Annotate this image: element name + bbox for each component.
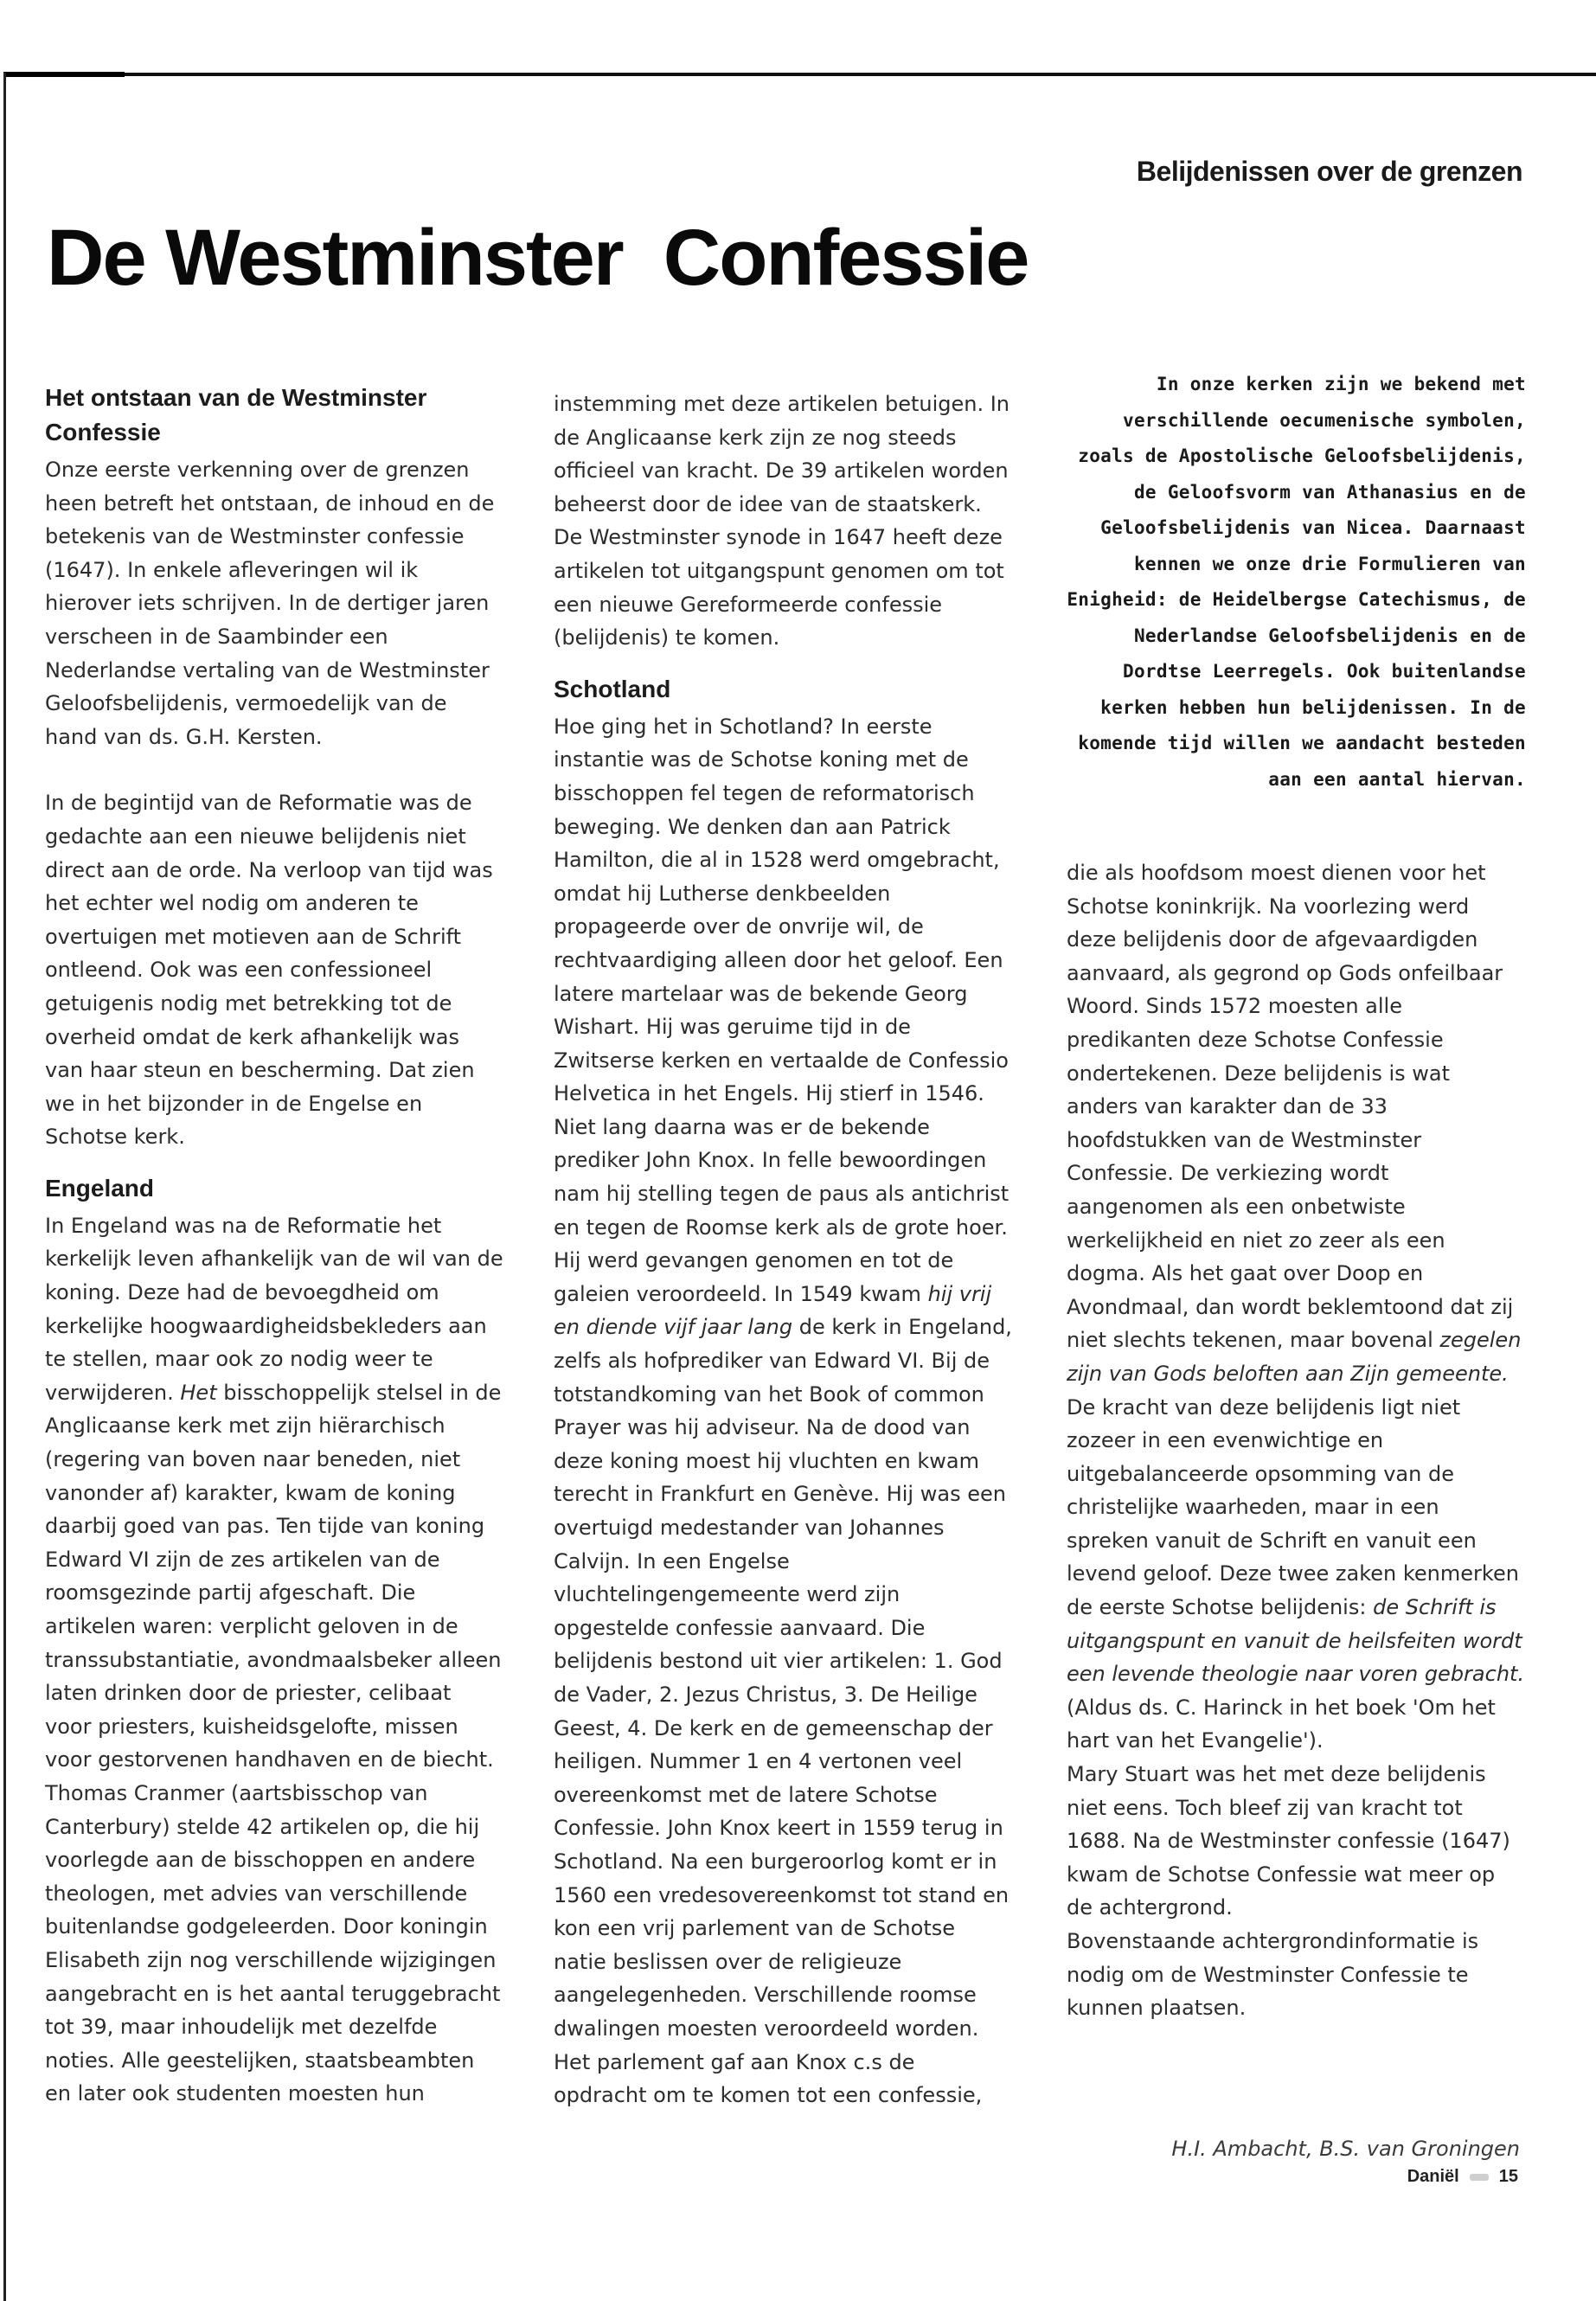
continued-text: die als hoofdsom moest dienen voor het Schotse koninkrijk. Na voorlezing werd deze belijdenis door de afgevaardigden aanvaard, als gegrond op Gods onfeilbaar Woord. Sinds 1572 moesten alle predikanten deze Schotse Confessie ondertekenen. Deze belijdenis is wat anders van karakter dan de 33 hoofdstukken van de Westminster Confessie. De verkiezing wordt aangenomen als een onbetwiste werkelijkheid en niet zo zeer als een dogma. Als het gaat over Doop en Avondmaal, dan wordt beklemtoond dat zij niet slechts tekenen, maar bovenal bbox=[1067, 861, 1514, 1353]
paragraph-scotland-1: Hoe ging het in Schotland? In eerste instantie was de Schotse koning met de bisschoppen fel tegen de reformatorisch beweging. We denken dan aan Patrick Hamilton, die al in 1528 werd omgebracht, omdat hij Lutherse denkbeelden propageerde over de onvrije wil, de rechtvaardiging alleen door het geloof. Een latere martelaar was de bekende Georg Wishart. Hij was geruime tijd in de Zwitserse kerken en vertaalde de Confessio Helvetica in het Engels. Hij stierf in 1546. bbox=[554, 714, 1009, 1106]
page-footer bbox=[1407, 2167, 1518, 2187]
heading-scotland: Schotland bbox=[554, 675, 671, 702]
article-title: De Westminster Confessie bbox=[47, 214, 1029, 302]
heading-origin: Het ontstaan van de Westminster Confessie bbox=[45, 384, 427, 445]
top-rule-accent bbox=[3, 72, 125, 77]
author-byline: H.I. Ambacht, B.S. van Groningen bbox=[1171, 2137, 1520, 2161]
continued-text: zegelen zijn van Gods beloften aan Zijn gemeente. bbox=[1067, 1328, 1522, 1386]
paragraph-england-1: In Engeland was na de Reformatie het kerkelijk leven afhankelijk van de wil van de koning. Deze had de bevoegdheid om kerkelijke hoogwaardigheidsbekleders aan te stellen, maar ook zo nodig weer te verwijderen. Het bisschoppelijk stelsel in de Anglicaanse kerk met zijn hiërarchisch (regering van boven naar beneden, niet vanonder af) karakter, kwam de koning daarbij goed van pas. Ten tijde van koning Edward VI zijn de zes artikelen van de roomsgezinde partij afgeschaft. Die artikelen waren: verplicht geloven in de transsubstantiatie, avondmaalsbeker alleen laten drinken door de priester, celibaat voor priesters, kuisheidsgelofte, missen voor gestorvenen handhaven en de biecht. Thomas Cranmer (aartsbisschop van Canterbury) stelde 42 artikelen op, die hij voorlegde aan de bisschoppen en andere theologen, met advies van verschillende buitenlandse godgeleerden. Door koningin Elisabeth zijn nog verschillende wijzigingen aangebracht en is het aantal teruggebracht tot 39, maar inhoudelijk met dezelfde noties. Alle geestelijken, staatsbeambten en later ook studenten moesten hun bbox=[45, 1213, 503, 2106]
heading-england: Engeland bbox=[45, 1174, 155, 1202]
top-rule bbox=[3, 73, 1596, 76]
left-rule bbox=[3, 73, 6, 2301]
paragraph-scotland-5: Bovenstaande achtergrondinformatie is nodig om de Westminster Confessie te kunnen plaatsen. bbox=[1067, 1929, 1479, 2021]
continued-text: instemming met deze artikelen betuigen. In de Anglicaanse kerk zijn ze nog steeds officieel van kracht. De 39 artikelen worden beheerst door de idee van de staatskerk. De Westminster synode in 1647 heeft deze artikelen tot uitgangspunt genomen om tot een nieuwe Gereformeerde confessie (belijdenis) te komen. bbox=[554, 392, 1010, 651]
footer-separator bbox=[1470, 2174, 1489, 2181]
intro-blurb: In onze kerken zijn we bekend met verschillende oecumenische symbolen, zoals de Apostolische Geloofsbelijdenis, de Geloofsvorm van Athanasius en de Geloofsbelijdenis van Nicea. Daarnaast kennen we onze drie Formulieren van Enigheid: de Heidelbergse Catechismus, de Nederlandse Geloofsbelijdenis en de Dordtse Leerregels. Ook buitenlandse kerken hebben hun belijdenissen. In de komende tijd willen we aandacht besteden aan een aantal hiervan. bbox=[1067, 374, 1526, 790]
page-number: 15 bbox=[1498, 2167, 1518, 2186]
paragraph-scotland-2: Niet lang daarna was er de bekende prediker John Knox. In felle bewoordingen nam hij stelling tegen de paus als antichrist en tegen de Roomse kerk als de grote hoer. Hij werd gevangen genomen en tot de galeien veroordeeld. In 1549 kwam hij vrij en diende vijf jaar lang de kerk in Engeland, zelfs als hofprediker van Edward VI. Bij de totstandkoming van het Book of common Prayer was hij adviseur. Na de dood van deze koning moest hij vluchten en kwam terecht in Frankfurt en Genève. Hij was een overtuigd medestander van Johannes Calvijn. In een Engelse vluchtelingengemeente werd zijn opgestelde confessie aanvaard. Die belijdenis bestond uit vier artikelen: 1. God de Vader, 2. Jezus Christus, 3. De Heilige Geest, 4. De kerk en de gemeenschap der heiligen. Nummer 1 en 4 vertonen veel overeenkomst met de latere Schotse Confessie. John Knox keert in 1559 terug in Schotland. Na een burgeroorlog komt er in 1560 een vredesovereenkomst tot stand en kon een vrij parlement van de Schotse natie beslissen over de religieuze aangelegenheden. Verschillende roomse dwalingen moesten veroordeeld worden. Het parlement gaf aan Knox c.s de opdracht om te komen tot een confessie, bbox=[554, 1114, 1012, 2108]
column-1 bbox=[45, 381, 503, 2111]
column-2 bbox=[554, 388, 1012, 2112]
section-kicker: Belijdenissen over de grenzen bbox=[1136, 156, 1522, 187]
paragraph-scotland-2-continued bbox=[1067, 856, 1525, 1391]
paragraph-origin-1: Onze eerste verkenning over de grenzen heen betreft het ontstaan, de inhoud en de betekenis van de Westminster confessie (1647). In enkele afleveringen wil ik hierover iets schrijven. In de dertiger jaren verscheen in de Saambinder een Nederlandse vertaling van de Westminster Geloofsbelijdenis, vermoedelijk van de hand van ds. G.H. Kersten. bbox=[45, 458, 495, 749]
publication-name: Daniël bbox=[1407, 2167, 1459, 2186]
paragraph-scotland-4: Mary Stuart was het met deze belijdenis niet eens. Toch bleef zij van kracht tot 1688. Na de Westminster confessie (1647) kwam de Schotse Confessie wat meer op de achtergrond. bbox=[1067, 1762, 1510, 1920]
paragraph-england-continued bbox=[554, 388, 1012, 655]
paragraph-scotland-3: De kracht van deze belijdenis ligt niet zozeer in een evenwichtige en uitgebalanceerde opsomming van de christelijke waarheden, maar in een spreken vanuit de Schrift en vanuit een levend geloof. Deze twee zaken kenmerken de eerste Schotse belijdenis: de Schrift is uitgangspunt en vanuit de heilsfeiten wordt een levende theologie naar voren gebracht. (Aldus ds. C. Harinck in het boek 'Om het hart van het Evangelie'). bbox=[1067, 1394, 1525, 1753]
column-3 bbox=[1067, 856, 1525, 2025]
paragraph-origin-2: In de begintijd van de Reformatie was de gedachte aan een nieuwe belijdenis niet direct aan de orde. Na verloop van tijd was het echter wel nodig om anderen te overtuigen met motieven aan de Schrift ontleend. Ook was een confessioneel getuigenis nodig met betrekking tot de overheid omdat de kerk afhankelijk was van haar steun en bescherming. Dat zien we in het bijzonder in de Engelse en Schotse kerk. bbox=[45, 791, 493, 1150]
